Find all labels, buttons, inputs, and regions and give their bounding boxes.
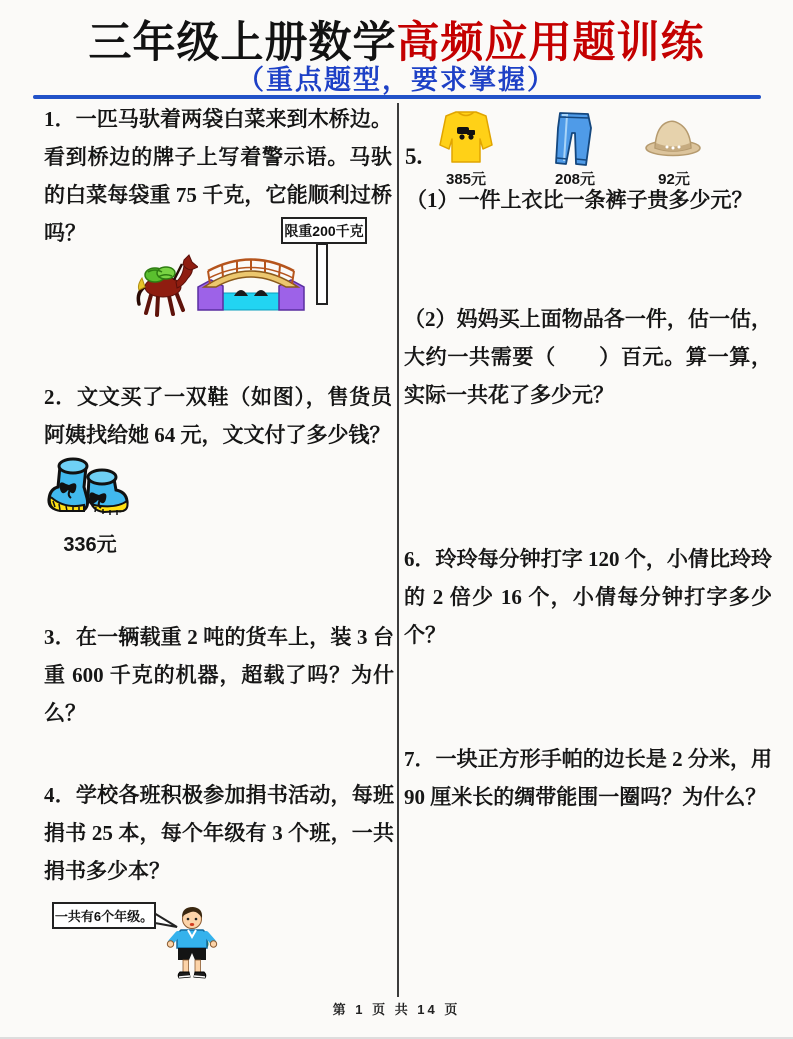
problem-4-text: 4．学校各班积极参加捐书活动，每班捐书 25 本，每个年级有 3 个班，一共捐书多少本？ — [44, 783, 394, 883]
problem-7-text: 7．一块正方形手帕的边长是 2 分米，用 90 厘米长的绸带能围一圈吗？为什么？ — [404, 747, 772, 809]
problem-3-text: 3．在一辆载重 2 吨的货车上，装 3 台重 600 千克的机器，超载了吗？为什么？ — [44, 625, 394, 725]
speech-bubble-tail — [153, 911, 179, 929]
horse-with-cabbage-icon — [128, 250, 198, 318]
column-divider — [397, 103, 399, 997]
arch-bridge-icon — [196, 255, 306, 311]
weight-limit-sign-label: 限重200千克 — [284, 222, 364, 239]
hat-price-label: 92元 — [658, 171, 690, 188]
problem-2-text: 2．文文买了一双鞋（如图），售货员阿姨找给她 64 元，文文付了多少钱？ — [44, 385, 392, 447]
problem-5-question-2: （2）妈妈买上面物品各一件，估一估，大约一共需要（ ）百元。算一算，实际一共花了多少元？ — [404, 307, 772, 407]
problem-5-question-1: （1）一件上衣比一条裤子贵多少元？ — [406, 188, 753, 212]
sweater-price-label: 385元 — [445, 171, 487, 188]
hat-icon — [645, 119, 701, 157]
page-title-red: 高频应用题训练 — [396, 19, 705, 67]
sweater-icon — [436, 107, 496, 167]
blue-boots-icon — [46, 454, 130, 530]
page-subtitle: （重点题型，要求掌握） — [237, 65, 556, 95]
page-title-black: 三年级上册数学 — [88, 19, 397, 67]
problem-6-text: 6．玲玲每分钟打字 120 个，小倩比玲玲的 2 倍少 16 个，小倩每分钟打字多少个？ — [404, 547, 772, 647]
problem-5-number: 5. — [405, 144, 423, 169]
jeans-icon — [552, 111, 596, 169]
page-footer: 第 1 页 共 14 页 — [332, 1002, 461, 1017]
jeans-price-label: 208元 — [554, 171, 596, 188]
speech-bubble-text: 一共有6个年级。 — [54, 909, 154, 924]
speech-bubble — [52, 902, 156, 929]
boots-price-label: 336元 — [63, 534, 117, 556]
problem-1-text: 1．一匹马驮着两袋白菜来到木桥边。看到桥边的牌子上写着警示语。马驮的白菜每袋重 75 千克，它能顺利过桥吗？ — [44, 107, 392, 245]
header-rule — [33, 95, 761, 99]
weight-limit-sign — [281, 217, 367, 244]
weight-limit-sign-post — [316, 243, 328, 305]
